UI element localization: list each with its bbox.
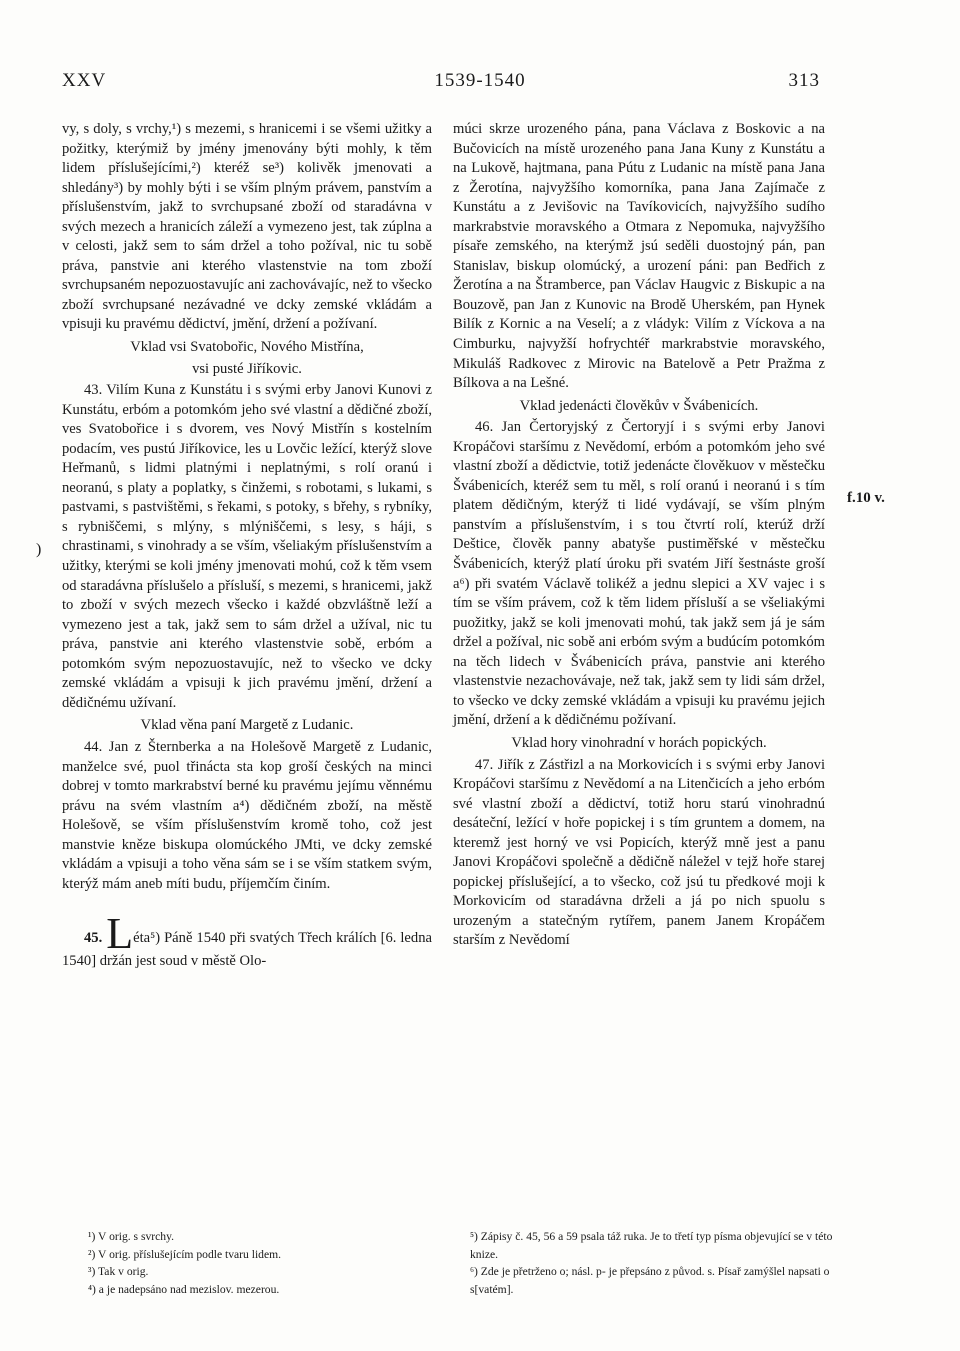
footnote: ¹) V orig. s svrchy. bbox=[88, 1230, 175, 1243]
folio-margin-note: f.10 v. bbox=[847, 490, 885, 506]
entry-44-text: 44. Jan z Šternberka a na Holešově Margetě z Ludanic, manželce své, puol třinácta sta kop groší českých na minci dobrej v tomto markrabství berné ku pravému jejímu věnnému právu na svém vlastním a⁴) dědičném zboží, na městě Holešově, se vším příslušenstvím kromě toho, což jest manstvie kněze biskupa olomúckého JMti, ve dcky zemské vkládám a vpisuji a toho věna sám se i se vším statkem svým, kterýž mám aneb míti budu, příjemčím činím. bbox=[62, 738, 432, 892]
footnote: ⁴) a je nadepsáno nad mezislov. mezerou. bbox=[88, 1282, 280, 1296]
entry-46-text: 46. Jan Čertoryjský z Čertoryjí i s svými erby Janovi Kropáčovi staršímu z Nevědomí, erbóm a potomkóm jeho své vlastní zboží a dědictvie, totiž jedenácte člověkuov v městečku Švábenicích, kteréž sem tu měl, s rolí oranú i neoranú i s tím platem dědičným, kterýž ti lidé vydávají, se vším plným panstvím a příslušenstvím, i s tou čtvrtí rolí, kterúž drží Deštice, člověk panny abatyše pustiměřské v městečku Švábenicích, kterýž platí úroku při svatém Jiří šestnáste groší a⁶) při svatém Václavě tolikéž a jednu slepici a XV vajec i s tím se vším právem, což k těm lidem přísluší a se všeliakými puožitky, jakž se koli jmenovati mohú, tak jakž sem já je sám držel a požíval, nic sobě ani erbóm svým a budúcím potomkóm na těch lidech v Švábenicích práva, panstvie ani kterého vlastenstvie nezachovávaje, než tak, jakž sem ty lidi sám držel, to všecko ve dcky zemské vkládám a vpisuji ku pravému jejich jmění, držení a k dědičnému požívaní. bbox=[453, 419, 825, 729]
footnote: ⁶) Zde je přetrženo o; násl. p- je přepsáno z původ. s. Písař zamýšlel napsati o s[vatém]. bbox=[470, 1265, 830, 1296]
entry-heading-44: Vklad věna paní Margetě z Ludanic. bbox=[140, 717, 354, 734]
entry-heading-43-line1: Vklad vsi Svatobořic, Nového Mistřína, bbox=[130, 339, 364, 356]
footnote: ²) V orig. příslušejícím podle tvaru lidem. bbox=[88, 1247, 282, 1261]
entry-45-body: éta⁵) Páně 1540 při svatých Třech králích [6. ledna 1540] držán jest soud v městě Olo- bbox=[62, 930, 432, 970]
entry-47-text: 47. Jiřík z Zástřizl a na Morkovicích i s svými erby Janovi Kropáčovi staršímu z Nevědomí a na Litenčicích a jeho erbóm své vlastní zboží a dědictví, totiž horu starú vinohradnú desáteční, ležící v hoře popickej i s tím gruntem a domem, na kteremž jest horný ve vsi Popicích, kterýž mně jest a panu Janovi Kropáčovi společně a dědičně náležel v tejž hoře starej popickej příslušející, a to všecko, což jsú tu předkové moji k Morkovicím od staradávna drželi a já po nich spuolu s urozeným a statečným rytířem, panem Janem Kropáčem starším z Nevědomí bbox=[453, 756, 825, 949]
entry-heading-46: Vklad jedenácti člověkův v Švábenicích. bbox=[519, 397, 759, 414]
paragraph-continued: vy, s doly, s vrchy,¹) s mezemi, s hranicemi i se všemi užitky a požitky, kterýmiž by jmény jmenovány býti mohly, k těm lidem příslušejícími,²) kteréž se³) kolivěk jmenovati a shledány³) by mohly býti i se vším plným právem, panstvím a příslušenstvím, jakž to svrchupsané zboží od staradávna v svých mezech a hranicích záleží a vymezeno jest, tak zúplna a v celosti, jakž sem to sám držel a toho požíval, nic tu sobě práva, panstvie ani kterého vlastenstvie na tom zboží svrchupsaném nepozuostavujíc ani zachovávajíc, než to všecko zboží svrchupsané nezávadné ve dcky zemské vkládám a vpisuji ku pravému dědictví, jmění, držení a požívaní. bbox=[62, 121, 432, 333]
footnotes-right bbox=[470, 1228, 850, 1298]
initial-letter: L bbox=[106, 909, 134, 959]
volume-number: XXV bbox=[62, 70, 107, 91]
page-number: 313 bbox=[788, 70, 820, 91]
left-column bbox=[62, 120, 432, 972]
entry-45-continued: múci skrze urozeného pána, pana Václava z Boskovic a na Bučovicích na místě urozeného pana Jana Kuny z Kunstátu a na Lukově, hajtmana, pana Pútu z Ludanic na místě pana Jana z Žerotína, najvyžšího komorníka, pana Jana Zajímače z Kunstátu a z Jevišovic na Tavíkovicích, najvyžšího sudího markrabstvie moravského a Otmara z Nepomuka, najvyžšího písaře zemského, na kterýmž jsú seděli duostojný pán, pan Stanislav, biskup olomúcký, a urození páni: pan Bedřich z Žerotína a na Štramberce, pan Václav Haugvic z Biskupic a na Bouzově, pan Jan z Kunovic na Brodě Uherském, pan Hynek Bilík z Kornic a na Veselí; a z vládyk: Vilím z Víckova a na Cimburku, najvyžší hofrychtéř markrabstvie moravského, Mikuláš Radkovec z Mirovic na Batelově a Petr Pražma z Bílkova a na Lešné. bbox=[453, 121, 825, 392]
year-range: 1539-1540 bbox=[434, 70, 526, 91]
entry-45-text bbox=[62, 909, 432, 972]
footnote: ⁵) Zápisy č. 45, 56 a 59 psala táž ruka. Je to třetí typ písma objevující se v této knize. bbox=[470, 1230, 833, 1261]
entry-heading-43-line2: vsi pusté Jiříkovic. bbox=[192, 360, 302, 377]
margin-bracket: ) bbox=[36, 541, 42, 558]
entry-45-number: 45. bbox=[84, 930, 103, 947]
entry-heading-47: Vklad hory vinohradní v horách popických. bbox=[511, 734, 767, 751]
right-column bbox=[453, 120, 825, 951]
footnote: ³) Tak v orig. bbox=[88, 1265, 149, 1278]
footnotes-left bbox=[88, 1228, 418, 1298]
entry-43-text: 43. Vilím Kuna z Kunstátu i s svými erby Janovi Kunovi z Kunstátu, erbóm a potomkóm jeho své vlastní a dědičné zboží, ves Svatobořice i s dvorem, ves Nový Mistřín s kostelním podacím, ves pustú Jiříkovice, les u Lovčic ležící, kterýž slove Heřmanů, s lidmi platnými i neplatnými, s rolí oranú i neoranú, s platy a poplatky, s činžemi, s robotami, s lukami, s pastvami, s pastvištěmi, s řekami, s potoky, s břehy, s rybníky, s rybniščemi, s mlýny, s mlýniščemi, s lesy, s háji, s chrastinami, s vinohrady a se vším, všeliakým příslušenstvím a užitky, kterými se koli jmény jmenovati mohú, což k těm vsem od staradávna příslušelo a přísluší, s mezemi, s hranicemi, jakž to zboží v svých mezech všecko i každé obzvláštně leží a vymezeno jest a tak, jakž sem to sám držel a užíval, nic tu práva, panstvie ani kterého vlastenstvie sobě, erbóm a potomkóm svým nepozuostavujíc, než to všecko ve dcky zemské vkládám a vpisuji k jich pravému jmění, držení a dědičnému užívaní. bbox=[62, 382, 432, 711]
